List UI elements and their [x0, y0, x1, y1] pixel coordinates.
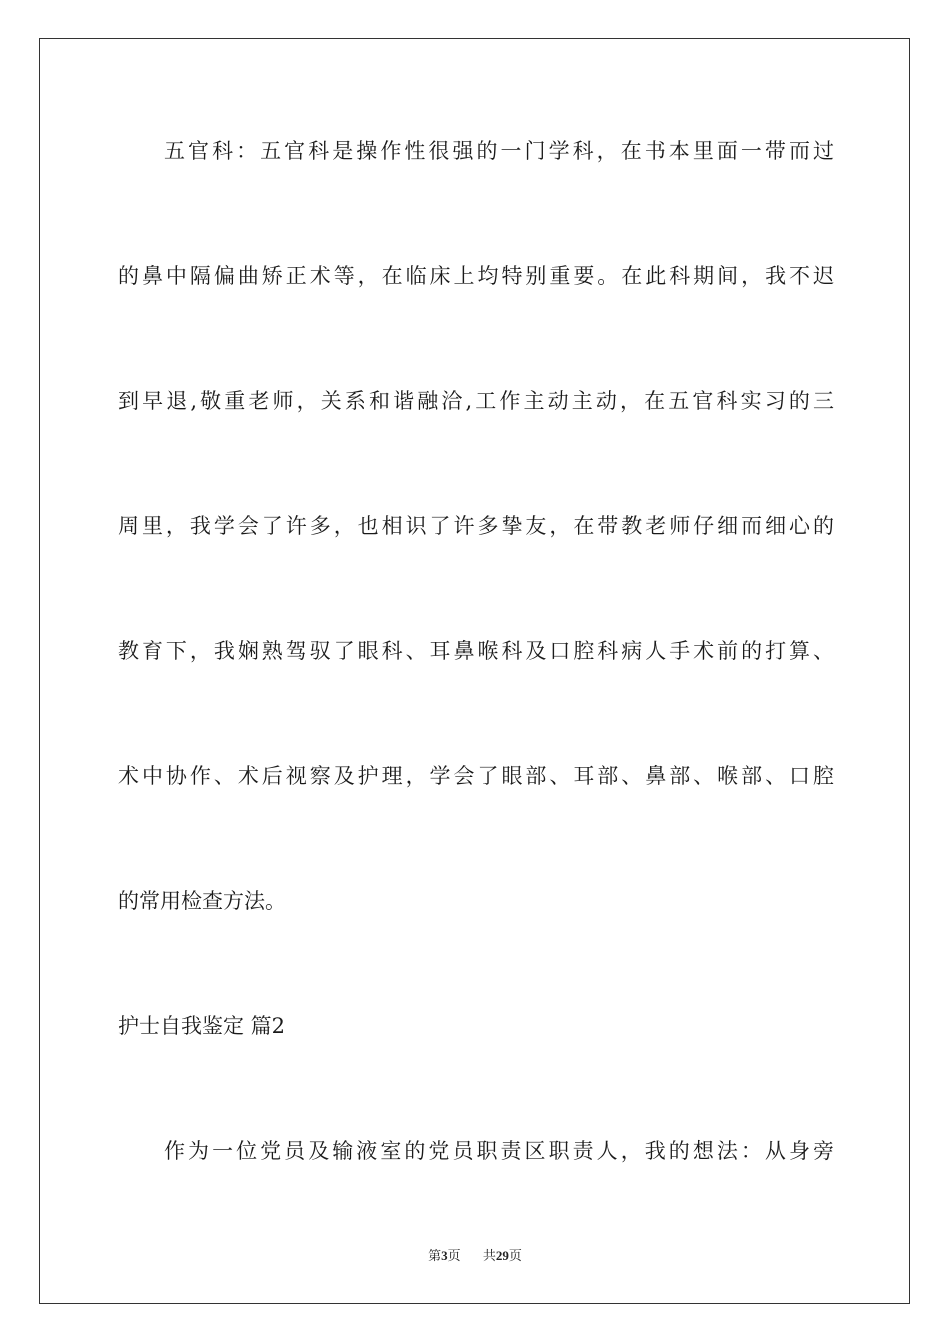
paragraph-line-7: 的常用检查方法。	[118, 889, 286, 913]
footer-total-suffix: 页	[508, 1249, 522, 1264]
paragraph-line-4: 周里，我学会了许多，也相识了许多挚友，在带教老师仔细而细心的	[118, 514, 834, 538]
paragraph-line-3: 到早退,敬重老师，关系和谐融洽,工作主动主动，在五官科实习的三	[118, 389, 834, 413]
footer-page-prefix: 第	[428, 1249, 442, 1264]
footer-page-suffix: 页	[447, 1249, 461, 1264]
paragraph-line-6: 术中协作、术后视察及护理，学会了眼部、耳部、鼻部、喉部、口腔	[118, 764, 834, 788]
footer-total-prefix: 共	[482, 1249, 496, 1264]
footer-total-number: 29	[495, 1248, 509, 1263]
page-footer	[0, 1247, 950, 1266]
page-border	[39, 38, 910, 1304]
section-heading: 护士自我鉴定 篇2	[118, 1014, 286, 1038]
paragraph-line-5: 教育下，我娴熟驾驭了眼科、耳鼻喉科及口腔科病人手术前的打算、	[118, 639, 834, 663]
footer-page-number: 3	[441, 1248, 448, 1263]
paragraph-line-2: 的鼻中隔偏曲矫正术等，在临床上均特别重要。在此科期间，我不迟	[118, 264, 834, 288]
paragraph-line-1: 五官科：五官科是操作性很强的一门学科，在书本里面一带而过	[164, 139, 834, 163]
paragraph-line-8: 作为一位党员及输液室的党员职责区职责人，我的想法：从身旁	[164, 1139, 834, 1163]
